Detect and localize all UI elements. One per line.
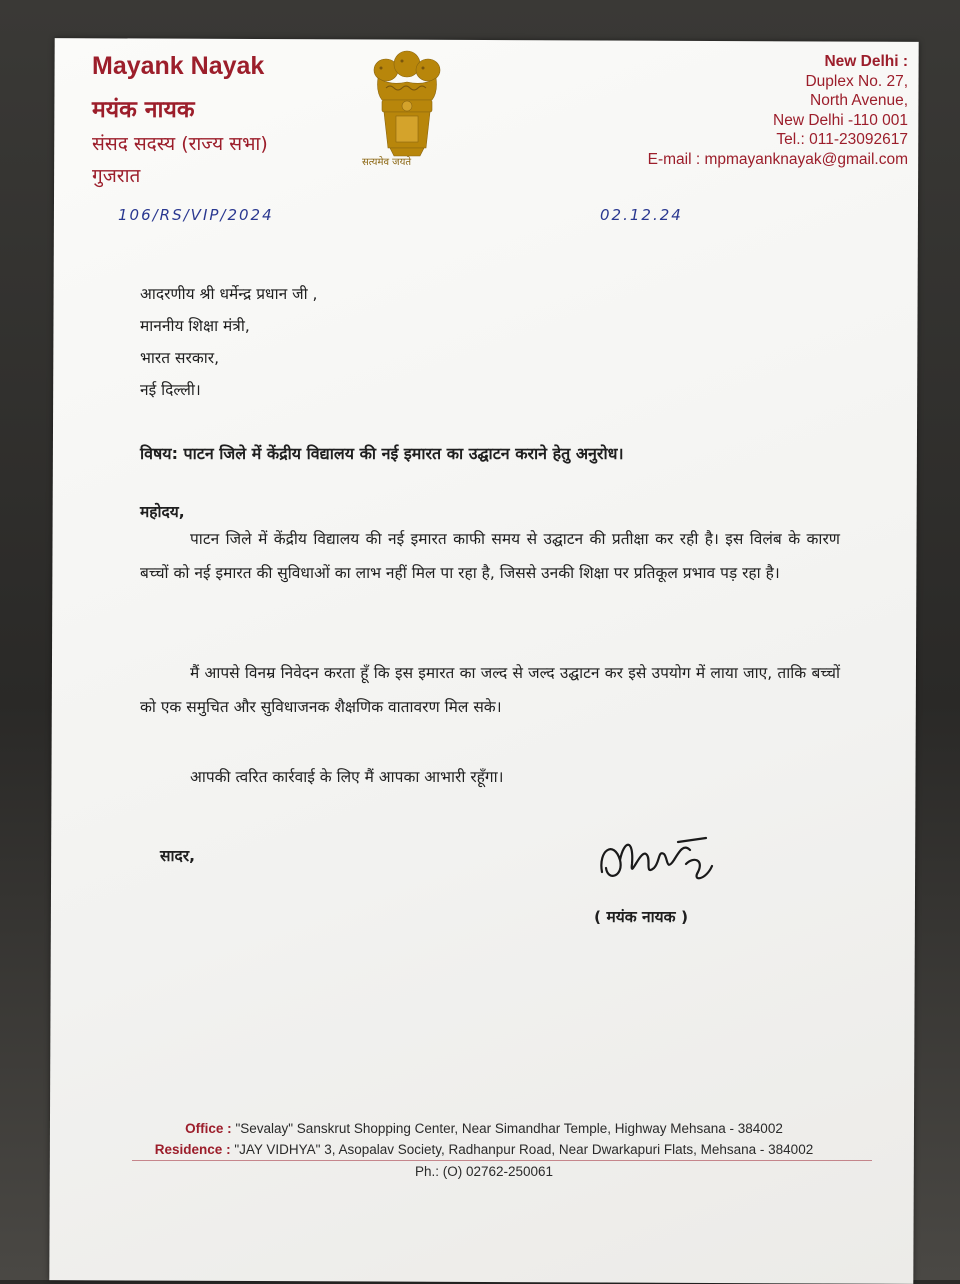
salutation: महोदय, [140,503,185,521]
footer-office-text: "Sevalay" Sanskrut Shopping Center, Near Simandhar Temple, Highway Mehsana - 384002 [235,1121,783,1136]
footer-residence-label: Residence : [154,1142,231,1157]
footer-phone: Ph.: (O) 02762-250061 [414,1164,554,1179]
body-paragraph-3: आपकी त्वरित कार्रवाई के लिए मैं आपका आभारी रहूँगा। [190,768,504,786]
footer-office [52,1121,916,1136]
address-line-2: North Avenue, [810,92,908,109]
letterhead-state: गुजरात [92,165,141,187]
recipient-address [140,278,317,406]
body-paragraph-1: पाटन जिले में केंद्रीय विद्यालय की नई इमारत काफी समय से उद्घाटन की प्रतीक्षा कर रही है। इस विलंब के कारण बच्चों को नई इमारत की सुविधाओं का लाभ नहीं मिल पा रहा है, जिससे उनकी शिक्षा पर प्रतिकूल प्रभाव पड़ रहा है। [140,530,840,582]
footer-office-label: Office : [185,1121,232,1136]
signatory-name: ( मयंक नायक ) [594,908,689,926]
address-line-1: Duplex No. 27, [805,72,908,90]
letterhead-name-hindi: मयंक नायक [92,97,195,123]
letter-subject: विषय: पाटन जिले में केंद्रीय विद्यालय की नई इमारत का उद्घाटन कराने हेतु अनुरोध। [140,444,624,463]
recipient-line-1: आदरणीय श्री धर्मेन्द्र प्रधान जी , [140,285,318,303]
address-city-label: New Delhi : [824,53,908,70]
recipient-line-2: माननीय शिक्षा मंत्री, [140,317,250,335]
address-phone: Tel.: 011-23092617 [776,131,908,148]
handwritten-signature-icon [594,820,724,900]
handwritten-reference-number: 106/RS/VIP/2024 [118,206,274,224]
emblem-motto: सत्यमेव जयते [362,157,412,168]
recipient-line-4: नई दिल्ली। [140,381,201,399]
closing-sadar: सादर, [160,847,195,865]
letterhead-designation: संसद सदस्य (राज्य सभा) [92,133,268,155]
footer-residence [52,1142,916,1157]
letterhead-name-english: Mayank Nayak [92,52,265,80]
footer-divider [132,1160,872,1161]
footer-residence-text: "JAY VIDHYA" 3, Asopalav Society, Radhanpur Road, Near Dwarkapuri Flats, Mehsana - 384002 [234,1142,814,1157]
handwritten-date: 02.12.24 [600,206,683,224]
letterhead-address [648,52,908,169]
address-line-3: New Delhi -110 001 [773,111,908,129]
body-paragraph-2: मैं आपसे विनम्र निवेदन करता हूँ कि इस इमारत का जल्द से जल्द उद्घाटन कर इसे उपयोग में लाया जाए, ताकि बच्चों को एक समुचित और सुविधाजनक शैक्षणिक वातावरण मिल सके। [140,664,840,716]
address-email: E-mail : mpmayanknayak@gmail.com [647,150,908,168]
recipient-line-3: भारत सरकार, [140,349,220,367]
